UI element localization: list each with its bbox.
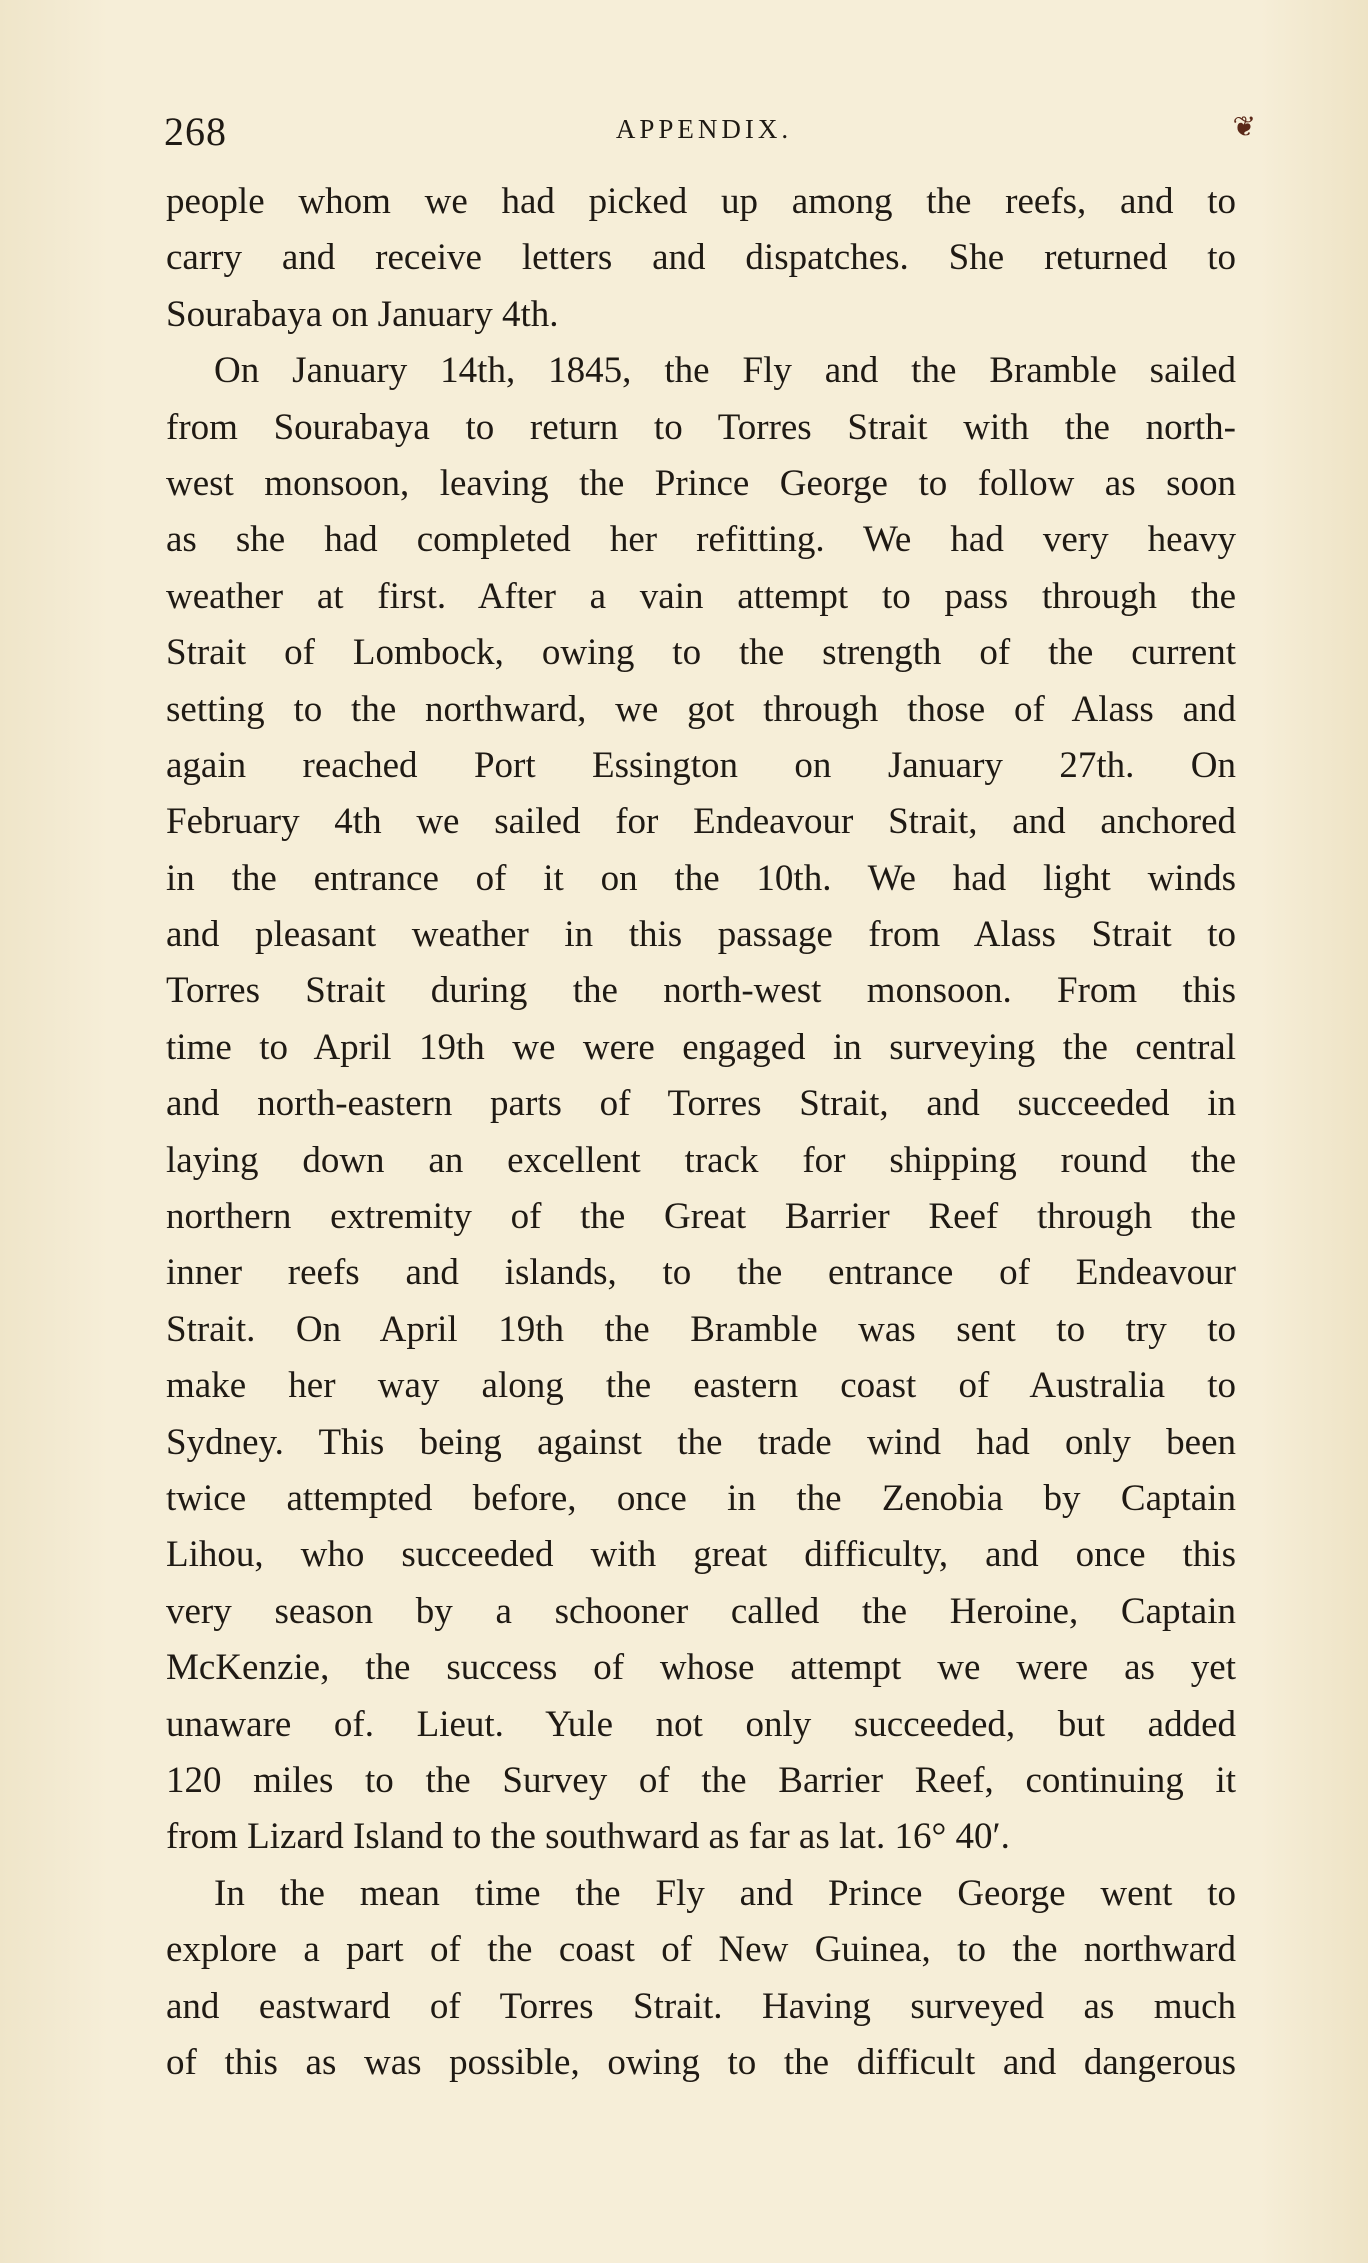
text-line: west monsoon, leaving the Prince George to follow as soon	[166, 462, 1236, 504]
ornament-mark-icon: ❦	[1232, 112, 1256, 143]
text-line: and eastward of Torres Strait. Having surveyed as much	[166, 1985, 1236, 2027]
text-line: February 4th we sailed for Endeavour Strait, and anchored	[166, 801, 1236, 843]
text-line: Sourabaya on January 4th.	[166, 293, 559, 335]
text-line: 120 miles to the Survey of the Barrier Reef, continuing it	[166, 1759, 1236, 1801]
text-line: from Lizard Island to the southward as far as lat. 16° 40′.	[166, 1816, 1010, 1858]
text-line: On January 14th, 1845, the Fly and the Bramble sailed	[214, 350, 1236, 392]
text-line: northern extremity of the Great Barrier Reef through the	[166, 1196, 1236, 1238]
body-text	[166, 174, 1236, 2091]
text-line: as she had completed her refitting. We had very heavy	[166, 519, 1236, 561]
text-line: weather at first. After a vain attempt to pass through the	[166, 575, 1236, 617]
text-line: explore a part of the coast of New Guinea, to the northward	[166, 1929, 1236, 1971]
text-line: inner reefs and islands, to the entrance of Endeavour	[166, 1252, 1236, 1294]
text-line: unaware of. Lieut. Yule not only succeeded, but added	[166, 1703, 1236, 1745]
text-line: and pleasant weather in this passage from Alass Strait to	[166, 914, 1236, 956]
text-line: Strait. On April 19th the Bramble was sent to try to	[166, 1308, 1236, 1350]
text-line: of this as was possible, owing to the difficult and dangerous	[166, 2041, 1236, 2083]
text-line: make her way along the eastern coast of Australia to	[166, 1365, 1236, 1407]
text-line: time to April 19th we were engaged in surveying the central	[166, 1026, 1236, 1068]
page-number: 268	[164, 109, 227, 154]
text-line: carry and receive letters and dispatches. She returned to	[166, 237, 1236, 279]
text-line: in the entrance of it on the 10th. We had light winds	[166, 857, 1236, 899]
text-line: twice attempted before, once in the Zenobia by Captain	[166, 1477, 1236, 1519]
text-line: In the mean time the Fly and Prince George went to	[214, 1872, 1236, 1914]
page-header	[164, 108, 1256, 158]
text-line: Lihou, who succeeded with great difficulty, and once this	[166, 1534, 1236, 1576]
text-line: and north-eastern parts of Torres Strait, and succeeded in	[166, 1083, 1236, 1125]
text-line: laying down an excellent track for shipping round the	[166, 1139, 1236, 1181]
text-line: again reached Port Essington on January 27th. On	[166, 744, 1236, 786]
text-line: Sydney. This being against the trade wind had only been	[166, 1421, 1236, 1463]
text-line: from Sourabaya to return to Torres Strait with the north-	[166, 406, 1236, 448]
text-line: McKenzie, the success of whose attempt we were as yet	[166, 1647, 1236, 1689]
text-line: people whom we had picked up among the reefs, and to	[166, 181, 1236, 222]
running-head: APPENDIX.	[615, 114, 793, 144]
text-line: Strait of Lombock, owing to the strength of the current	[166, 632, 1236, 674]
text-line: setting to the northward, we got through those of Alass and	[166, 688, 1236, 730]
text-line: very season by a schooner called the Heroine, Captain	[166, 1590, 1236, 1632]
text-line: Torres Strait during the north-west monsoon. From this	[166, 970, 1236, 1012]
